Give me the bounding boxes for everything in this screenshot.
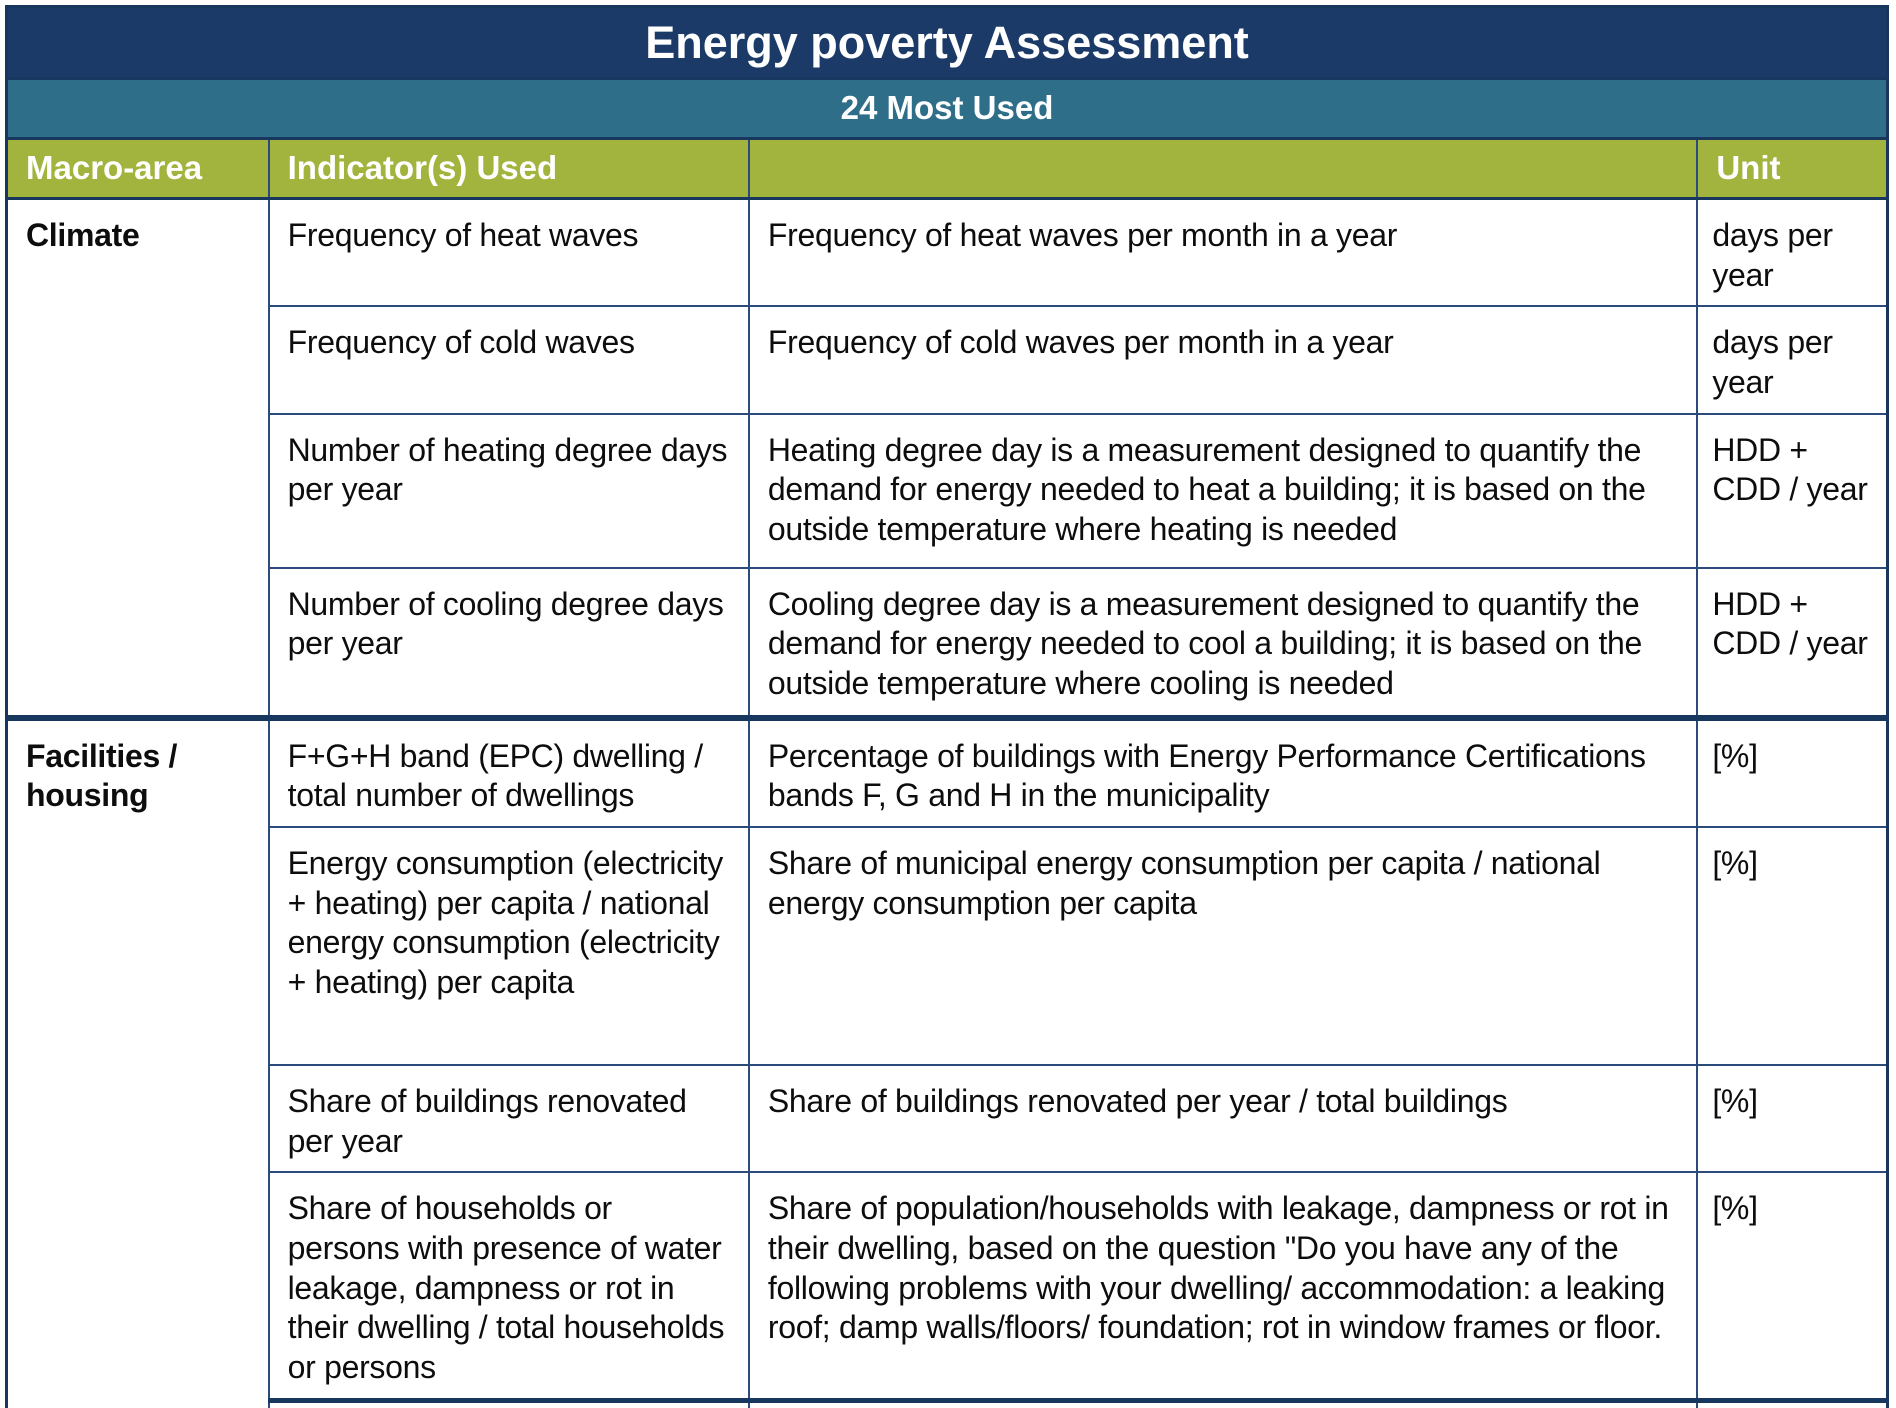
table-row [7, 568, 1888, 718]
description-cell: Frequency of heat waves per month in a year [749, 199, 1697, 307]
description-cell: Cooling degree day is a measurement designed to quantify the demand for energy needed to cool a building; it is based on the outside temperature where cooling is needed [749, 568, 1697, 718]
col-header-indicator: Indicator(s) Used [269, 139, 749, 199]
unit-cell: days per year [1697, 306, 1887, 413]
table-row-partial [7, 1400, 1888, 1408]
indicator-cell: Frequency of cold waves [269, 306, 749, 413]
unit-cell: [%] [1697, 827, 1887, 1065]
description-cell: Frequency of cold waves per month in a year [749, 306, 1697, 413]
indicator-cell: F+G+H band (EPC) dwelling / total number of dwellings [269, 718, 749, 827]
description-cell [749, 1400, 1697, 1408]
indicator-cell: Share of buildings renovated per year [269, 1065, 749, 1172]
table-row [7, 199, 1888, 307]
table-row [7, 414, 1888, 568]
table-row [7, 718, 1888, 827]
col-header-macro-area: Macro-area [7, 139, 269, 199]
energy-poverty-table [5, 5, 1889, 1408]
unit-cell: days per year [1697, 199, 1887, 307]
description-cell: Share of municipal energy consumption per capita / national energy consumption per capita [749, 827, 1697, 1065]
description-cell: Share of population/households with leakage, dampness or rot in their dwelling, based on the question "Do you have any of the following problems with your dwelling/ accommodation: a leaking roof; damp walls/floors/ foundation; rot in window frames or floor. [749, 1172, 1697, 1400]
indicator-cell: Share of households or persons with presence of water leakage, dampness or rot in their dwelling / total households or persons [269, 1172, 749, 1400]
table-row [7, 1172, 1888, 1400]
unit-cell: [%] [1697, 718, 1887, 827]
macro-area-cell-climate: Climate [7, 199, 269, 718]
table-row [7, 827, 1888, 1065]
description-cell: Heating degree day is a measurement designed to quantify the demand for energy needed to heat a building; it is based on the outside temperature where heating is needed [749, 414, 1697, 568]
table-row [7, 1065, 1888, 1172]
indicator-cell: Frequency of heat waves [269, 199, 749, 307]
unit-cell: HDD + CDD / year [1697, 568, 1887, 718]
unit-cell: [%] [1697, 1172, 1887, 1400]
indicator-cell [269, 1400, 749, 1408]
col-header-description [749, 139, 1697, 199]
unit-cell: HDD + CDD / year [1697, 414, 1887, 568]
title-bar [7, 7, 1888, 79]
indicator-cell: Number of heating degree days per year [269, 414, 749, 568]
page-title: Energy poverty Assessment [7, 7, 1888, 79]
unit-cell [1697, 1400, 1887, 1408]
col-header-unit: Unit [1697, 139, 1887, 199]
subtitle: 24 Most Used [7, 79, 1888, 139]
column-header-row [7, 139, 1888, 199]
unit-cell: [%] [1697, 1065, 1887, 1172]
description-cell: Share of buildings renovated per year / total buildings [749, 1065, 1697, 1172]
subtitle-bar [7, 79, 1888, 139]
table-row [7, 306, 1888, 413]
indicator-cell: Energy consumption (electricity + heating) per capita / national energy consumption (electricity + heating) per capita [269, 827, 749, 1065]
macro-area-cell-facilities-housing: Facilities / housing [7, 718, 269, 1408]
indicator-cell: Number of cooling degree days per year [269, 568, 749, 718]
description-cell: Percentage of buildings with Energy Performance Certifications bands F, G and H in the municipality [749, 718, 1697, 827]
